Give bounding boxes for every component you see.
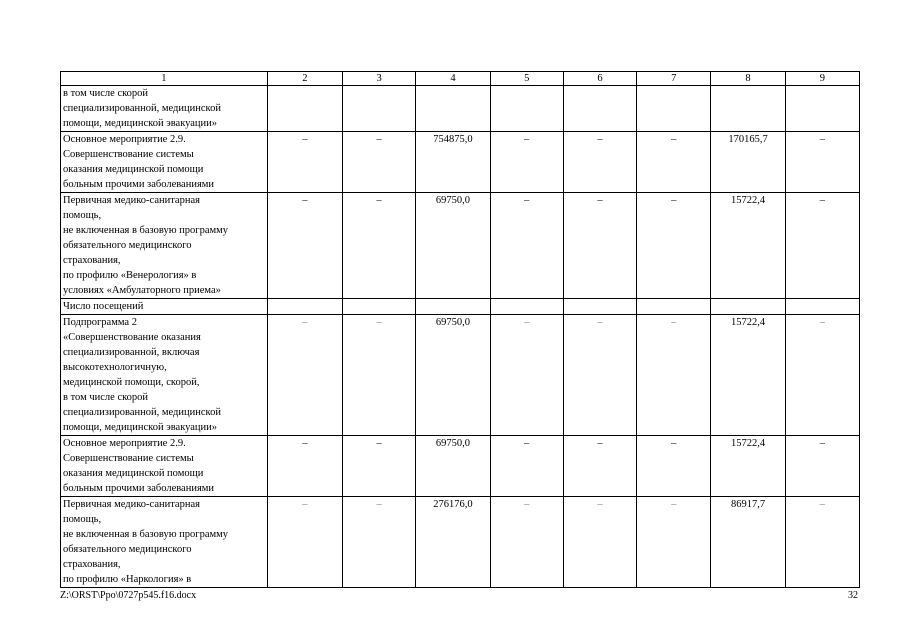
- row-label: Число посещений: [61, 299, 268, 315]
- row-label: Первичная медико-санитарная помощь, не включенная в базовую программу обязательного медицинского страхования, по профилю «Венерология» в условиях «Амбулаторного приема»: [61, 193, 268, 299]
- cell-col-3: [343, 86, 416, 132]
- table-header-row: [61, 72, 860, 86]
- cell-col-4: [416, 86, 490, 132]
- column-header-4: 4: [416, 72, 490, 86]
- row-label: Первичная медико-санитарная помощь, не включенная в базовую программу обязательного медицинского страхования, по профилю «Наркология» в: [61, 497, 268, 588]
- cell-col-5: –: [490, 497, 563, 588]
- column-header-6: 6: [563, 72, 636, 86]
- budget-table: [60, 71, 860, 588]
- cell-col-2: –: [267, 497, 342, 588]
- column-header-8: 8: [711, 72, 785, 86]
- table-row: [61, 497, 860, 588]
- cell-col-8: 15722,4: [711, 193, 785, 299]
- cell-col-4: 69750,0: [416, 315, 490, 436]
- cell-col-8: 15722,4: [711, 436, 785, 497]
- cell-col-7: –: [637, 497, 711, 588]
- cell-col-6: [563, 299, 636, 315]
- row-label: Подпрограмма 2 «Совершенствование оказания специализированной, включая высокотехнологичную, медицинской помощи, скорой, в том числе скорой специализированной, медицинской помощи, медицинской эвакуации»: [61, 315, 268, 436]
- table-row: [61, 436, 860, 497]
- column-header-7: 7: [637, 72, 711, 86]
- cell-col-7: [637, 299, 711, 315]
- cell-col-2: [267, 86, 342, 132]
- cell-col-8: [711, 86, 785, 132]
- cell-col-4: 276176,0: [416, 497, 490, 588]
- cell-col-5: –: [490, 193, 563, 299]
- table-row: [61, 86, 860, 132]
- cell-col-3: –: [343, 315, 416, 436]
- cell-col-7: [637, 86, 711, 132]
- cell-col-9: –: [785, 315, 859, 436]
- cell-col-8: 15722,4: [711, 315, 785, 436]
- cell-col-4: 69750,0: [416, 436, 490, 497]
- cell-col-7: –: [637, 436, 711, 497]
- cell-col-3: –: [343, 132, 416, 193]
- cell-col-6: –: [563, 436, 636, 497]
- row-label: в том числе скорой специализированной, медицинской помощи, медицинской эвакуации»: [61, 86, 268, 132]
- table-row: [61, 132, 860, 193]
- footer-page-number: 32: [848, 590, 858, 601]
- cell-col-2: –: [267, 132, 342, 193]
- cell-col-8: [711, 299, 785, 315]
- cell-col-3: –: [343, 436, 416, 497]
- table-row: [61, 299, 860, 315]
- footer-file-path: Z:\ORST\Ppo\0727p545.f16.docx: [60, 590, 197, 601]
- cell-col-6: –: [563, 193, 636, 299]
- column-header-1: 1: [61, 72, 268, 86]
- column-header-5: 5: [490, 72, 563, 86]
- cell-col-8: 86917,7: [711, 497, 785, 588]
- cell-col-2: [267, 299, 342, 315]
- cell-col-3: [343, 299, 416, 315]
- cell-col-5: [490, 86, 563, 132]
- row-label: Основное мероприятие 2.9. Совершенствование системы оказания медицинской помощи больным прочими заболеваниями: [61, 132, 268, 193]
- cell-col-5: [490, 299, 563, 315]
- cell-col-3: –: [343, 193, 416, 299]
- column-header-3: 3: [343, 72, 416, 86]
- table-row: [61, 193, 860, 299]
- cell-col-9: –: [785, 193, 859, 299]
- cell-col-4: 754875,0: [416, 132, 490, 193]
- cell-col-5: –: [490, 315, 563, 436]
- cell-col-9: –: [785, 497, 859, 588]
- cell-col-2: –: [267, 315, 342, 436]
- cell-col-9: –: [785, 436, 859, 497]
- cell-col-7: –: [637, 193, 711, 299]
- cell-col-6: –: [563, 132, 636, 193]
- column-header-2: 2: [267, 72, 342, 86]
- cell-col-5: –: [490, 436, 563, 497]
- cell-col-8: 170165,7: [711, 132, 785, 193]
- cell-col-5: –: [490, 132, 563, 193]
- cell-col-4: 69750,0: [416, 193, 490, 299]
- column-header-9: 9: [785, 72, 859, 86]
- cell-col-7: –: [637, 132, 711, 193]
- cell-col-3: –: [343, 497, 416, 588]
- cell-col-6: –: [563, 315, 636, 436]
- cell-col-6: –: [563, 497, 636, 588]
- table-body: [61, 86, 860, 588]
- table-row: [61, 315, 860, 436]
- cell-col-6: [563, 86, 636, 132]
- cell-col-9: [785, 86, 859, 132]
- cell-col-9: [785, 299, 859, 315]
- cell-col-2: –: [267, 193, 342, 299]
- cell-col-9: –: [785, 132, 859, 193]
- cell-col-2: –: [267, 436, 342, 497]
- cell-col-7: –: [637, 315, 711, 436]
- cell-col-4: [416, 299, 490, 315]
- row-label: Основное мероприятие 2.9. Совершенствование системы оказания медицинской помощи больным прочими заболеваниями: [61, 436, 268, 497]
